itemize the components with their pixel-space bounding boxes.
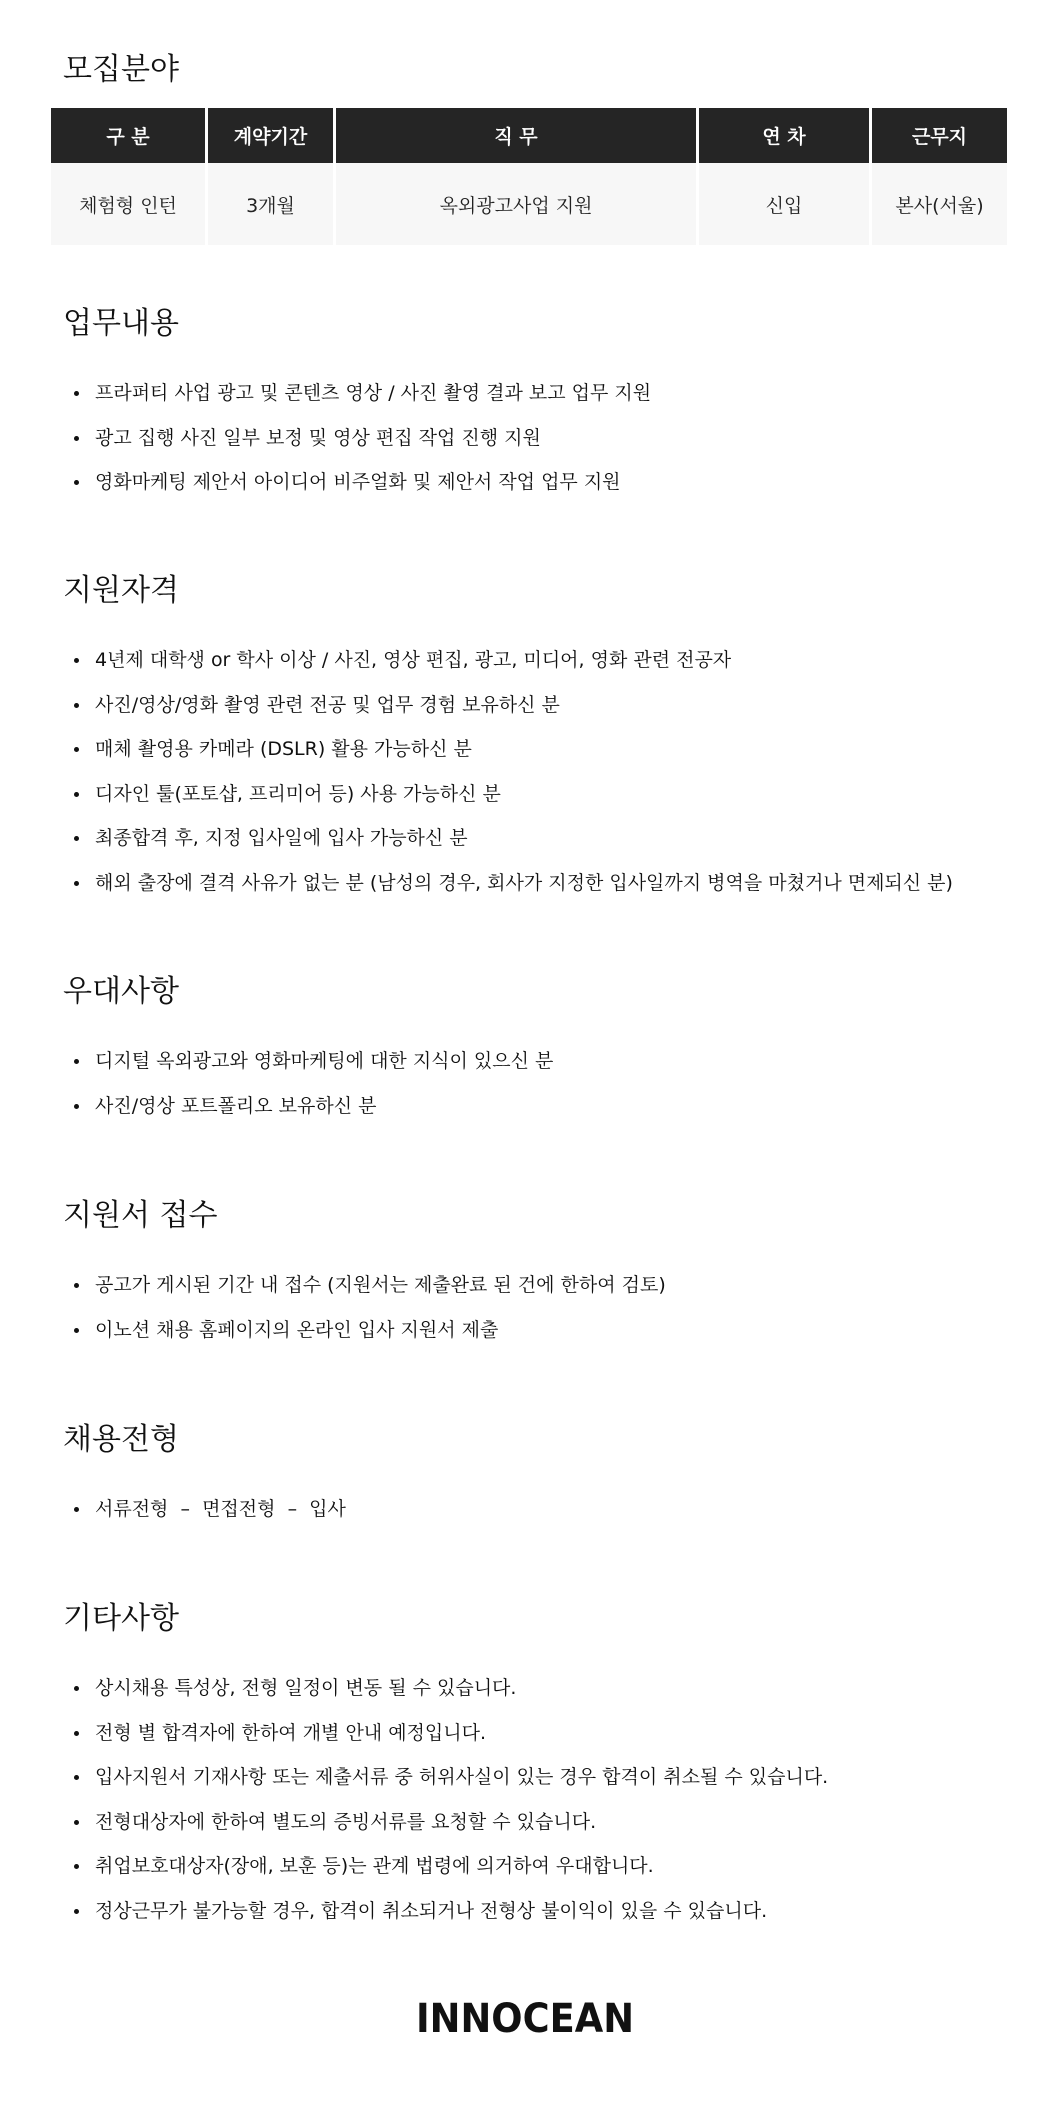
list-item: 이노션 채용 홈페이지의 온라인 입사 지원서 제출 (72, 1308, 666, 1353)
list-item: 사진/영상 포트폴리오 보유하신 분 (72, 1084, 553, 1129)
section-title-etc: 기타사항 (63, 1601, 179, 1636)
list-item: 영화마케팅 제안서 아이디어 비주얼화 및 제안서 작업 업무 지원 (72, 460, 651, 505)
list-item: 상시채용 특성상, 전형 일정이 변동 될 수 있습니다. (72, 1666, 828, 1711)
application-list (72, 1263, 666, 1352)
list-item: 매체 촬영용 카메라 (DSLR) 활용 가능하신 분 (72, 727, 953, 772)
list-item: 공고가 게시된 기간 내 접수 (지원서는 제출완료 된 건에 한하여 검토) (72, 1263, 666, 1308)
list-item: 프라퍼티 사업 광고 및 콘텐츠 영상 / 사진 촬영 결과 보고 업무 지원 (72, 371, 651, 416)
table-header-cell: 연 차 (699, 108, 869, 163)
list-item: 4년제 대학생 or 학사 이상 / 사진, 영상 편집, 광고, 미디어, 영화 관련 전공자 (72, 638, 953, 683)
list-item: 정상근무가 불가능할 경우, 합격이 취소되거나 전형상 불이익이 있을 수 있습니다. (72, 1889, 828, 1934)
list-item: 전형대상자에 한하여 별도의 증빙서류를 요청할 수 있습니다. (72, 1800, 828, 1845)
section-title-duties: 업무내용 (63, 306, 179, 341)
list-item: 광고 집행 사진 일부 보정 및 영상 편집 작업 진행 지원 (72, 416, 651, 461)
table-header-cell: 구 분 (51, 108, 205, 163)
qualifications-list (72, 638, 953, 905)
innocean-logo: INNOCEAN (415, 1996, 634, 2042)
section-title-qualifications: 지원자격 (63, 573, 179, 608)
table-header-row (51, 108, 1007, 163)
table-row (51, 163, 1007, 245)
list-item: 입사지원서 기재사항 또는 제출서류 중 허위사실이 있는 경우 합격이 취소될 수 있습니다. (72, 1755, 828, 1800)
table-cell: 본사(서울) (872, 163, 1007, 245)
table-cell: 체험형 인턴 (51, 163, 205, 245)
list-item: 취업보호대상자(장애, 보훈 등)는 관계 법령에 의거하여 우대합니다. (72, 1844, 828, 1889)
recruit-table (48, 108, 1010, 245)
list-item: 디자인 툴(포토샵, 프리미어 등) 사용 가능하신 분 (72, 772, 953, 817)
table-cell: 신입 (699, 163, 869, 245)
table-cell: 3개월 (208, 163, 333, 245)
list-item: 전형 별 합격자에 한하여 개별 안내 예정입니다. (72, 1711, 828, 1756)
process-list (72, 1487, 346, 1532)
list-item: 서류전형 – 면접전형 – 입사 (72, 1487, 346, 1532)
list-item: 디지털 옥외광고와 영화마케팅에 대한 지식이 있으신 분 (72, 1039, 553, 1084)
etc-list (72, 1666, 828, 1933)
list-item: 사진/영상/영화 촬영 관련 전공 및 업무 경험 보유하신 분 (72, 683, 953, 728)
section-title-preferred: 우대사항 (63, 974, 179, 1009)
table-cell: 옥외광고사업 지원 (336, 163, 696, 245)
preferred-list (72, 1039, 553, 1128)
section-title-application: 지원서 접수 (63, 1198, 218, 1233)
list-item: 최종합격 후, 지정 입사일에 입사 가능하신 분 (72, 816, 953, 861)
table-header-cell: 계약기간 (208, 108, 333, 163)
section-title-process: 채용전형 (63, 1422, 179, 1457)
table-header-cell: 근무지 (872, 108, 1007, 163)
list-item: 해외 출장에 결격 사유가 없는 분 (남성의 경우, 회사가 지정한 입사일까지 병역을 마쳤거나 면제되신 분) (72, 861, 953, 906)
section-title-recruit: 모집분야 (63, 52, 179, 87)
table-header-cell: 직 무 (336, 108, 696, 163)
duties-list (72, 371, 651, 505)
